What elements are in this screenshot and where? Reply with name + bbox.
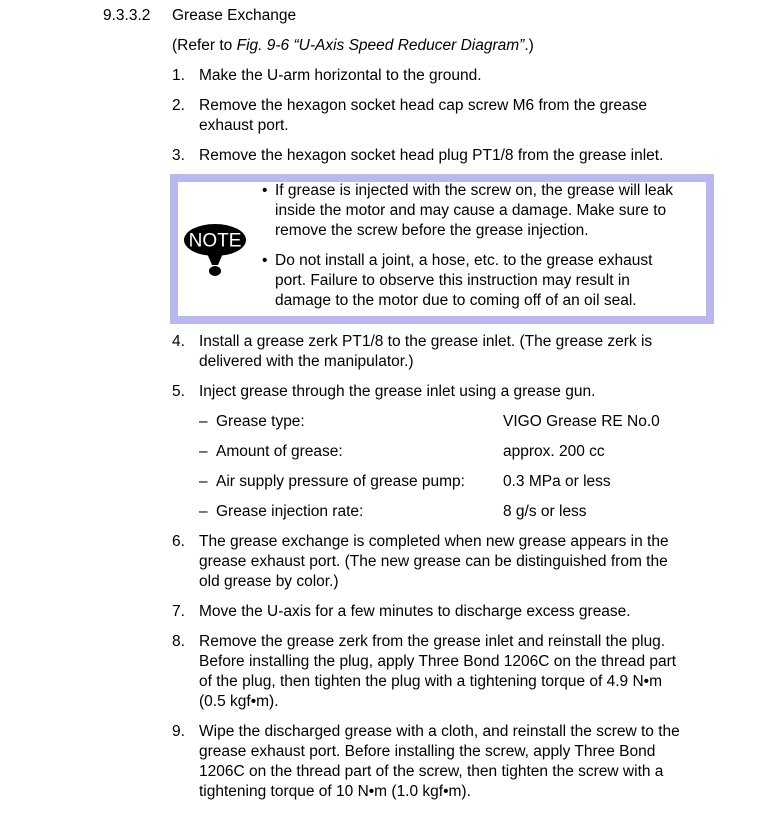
spec-label: Amount of grease: [216, 443, 343, 460]
spec-value: VIGO Grease RE No.0 [503, 413, 660, 430]
step-text: grease exhaust port. Before installing the screw, apply Three Bond [199, 743, 656, 760]
step-number: 8. [172, 633, 185, 650]
step-text: The grease exchange is completed when new grease appears in the [199, 533, 669, 550]
step-text: Move the U-axis for a few minutes to discharge excess grease. [199, 603, 631, 620]
step-text: Make the U-arm horizontal to the ground. [199, 67, 482, 84]
step-text: Remove the grease zerk from the grease inlet and reinstall the plug. [199, 633, 666, 650]
note-text: port. Failure to observe this instruction may result in [275, 272, 630, 289]
spec-dash: – [199, 413, 208, 430]
step-text: Wipe the discharged grease with a cloth, and reinstall the screw to the [199, 723, 680, 740]
step-text: 1206C on the thread part of the screw, then tighten the screw with a [199, 763, 664, 780]
step-number: 7. [172, 603, 185, 620]
figure-reference [172, 36, 534, 56]
spec-label: Grease injection rate: [216, 503, 364, 520]
spec-value: 8 g/s or less [503, 503, 587, 520]
spec-dash: – [199, 503, 208, 520]
note-icon-label: NOTE [188, 230, 242, 252]
step-text: Before installing the plug, apply Three Bond 1206C on the thread part [199, 653, 677, 670]
note-icon [182, 221, 252, 281]
step-text: exhaust port. [199, 117, 289, 134]
step-number: 3. [172, 147, 185, 164]
note-bullet-mark: • [262, 182, 268, 199]
step-text: Remove the hexagon socket head plug PT1/8 from the grease inlet. [199, 147, 664, 164]
reference-figure: Fig. 9-6 “U-Axis Speed Reducer Diagram” [236, 37, 525, 54]
step-number: 4. [172, 333, 185, 350]
step-number: 2. [172, 97, 185, 114]
step-text: old grease by color.) [199, 573, 339, 590]
spec-dash: – [199, 443, 208, 460]
section-number: 9.3.3.2 [103, 7, 151, 24]
spec-dash: – [199, 473, 208, 490]
step-text: (0.5 kgf•m). [199, 693, 279, 710]
reference-suffix: .) [524, 37, 534, 54]
step-text: of the plug, then tighten the plug with a tightening torque of 4.9 N•m [199, 673, 662, 690]
note-text: If grease is injected with the screw on, the grease will leak [275, 182, 674, 199]
step-text: Install a grease zerk PT1/8 to the grease inlet. (The grease zerk is [199, 333, 653, 350]
section-title: Grease Exchange [172, 7, 297, 24]
spec-label: Grease type: [216, 413, 305, 430]
step-text: Inject grease through the grease inlet using a grease gun. [199, 383, 596, 400]
spec-label: Air supply pressure of grease pump: [216, 473, 465, 490]
note-bullet-mark: • [262, 252, 268, 269]
spec-value: approx. 200 cc [503, 443, 605, 460]
spec-value: 0.3 MPa or less [503, 473, 611, 490]
note-text: remove the screw before the grease injection. [275, 222, 589, 239]
note-text: damage to the motor due to coming off of an oil seal. [275, 292, 637, 309]
step-text: delivered with the manipulator.) [199, 353, 414, 370]
step-text: grease exhaust port. (The new grease can be distinguished from the [199, 553, 668, 570]
note-text: Do not install a joint, a hose, etc. to the grease exhaust [275, 252, 653, 269]
step-text: Remove the hexagon socket head cap screw M6 from the grease [199, 97, 648, 114]
reference-prefix: (Refer to [172, 37, 237, 54]
step-number: 9. [172, 723, 185, 740]
step-number: 1. [172, 67, 185, 84]
step-number: 5. [172, 383, 185, 400]
step-number: 6. [172, 533, 185, 550]
step-text: tightening torque of 10 N•m (1.0 kgf•m). [199, 783, 471, 800]
note-text: inside the motor and may cause a damage. Make sure to [275, 202, 667, 219]
